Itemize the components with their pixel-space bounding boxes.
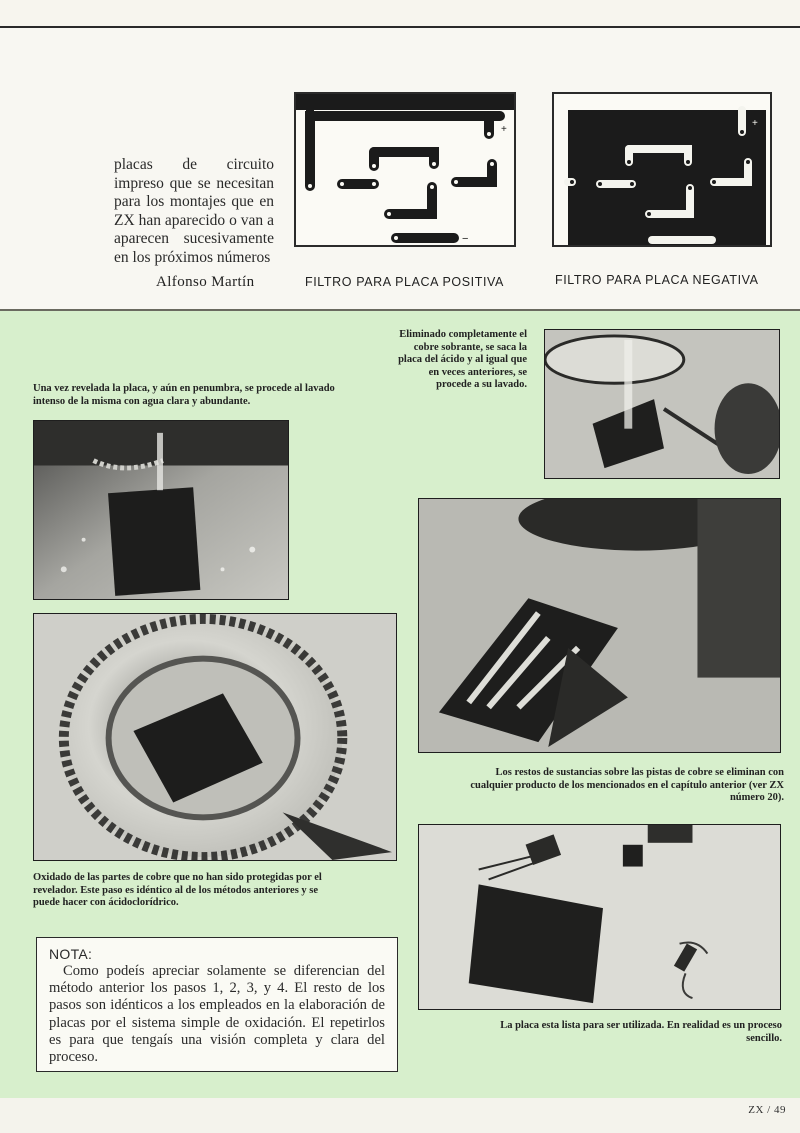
nota-title: NOTA: — [49, 946, 93, 962]
author-signature: Alfonso Martín — [156, 274, 255, 290]
acid-removed-caption: Eliminado completamente el cobre sobrante, se saca la placa del ácido y al igual que en veces anteriores, se procede a su lavado. — [398, 329, 527, 390]
residues-photo — [418, 498, 781, 753]
plus-label: + — [501, 124, 507, 135]
nota-box — [36, 937, 398, 1072]
bottom-strip — [0, 1098, 800, 1133]
minus-label: − — [462, 233, 469, 245]
wash-caption: Una vez revelada la placa, y aún en penumbra, se procede al lavado intenso de la misma con agua clara y abundante. — [33, 383, 335, 407]
wash-photo — [33, 420, 289, 600]
negative-filter-caption: FILTRO PARA PLACA NEGATIVA — [555, 273, 759, 287]
page-folio: ZX / 49 — [748, 1104, 786, 1116]
nota-body: Como podeís apreciar solamente se diferencian del método anterior los pasos 1, 2, 3, y 4. El resto de los pasos son idénticos a los empleados en la elaboración de placas por el sistema simple de oxidación. El repetirlos es para que tengaís una visión completa y clara del proceso. — [49, 963, 385, 1066]
oxidation-caption: Oxidado de las partes de cobre que no han sido protegidas por el revelador. Este paso es idéntico al de los métodos anteriores y se puede hacer con ácidoclorídrico. — [33, 872, 322, 908]
positive-filter-caption: FILTRO PARA PLACA POSITIVA — [305, 275, 504, 289]
ready-board-photo — [418, 824, 781, 1010]
positive-filter-diagram — [294, 92, 516, 247]
plus-label-negative: + — [752, 118, 758, 129]
negative-filter-diagram — [552, 92, 772, 247]
residues-caption: Los restos de sustancias sobre las pistas de cobre se eliminan con cualquier producto de los mencionados en el capítulo anterior (ver ZX número 20). — [470, 767, 784, 803]
oxidation-photo — [33, 613, 397, 861]
acid-removed-photo — [544, 329, 780, 479]
intro-paragraph: placas de circuito impreso que se necesitan para los montajes que en ZX han aparecido o van a aparecen sucesivamente en los próximos números — [114, 156, 274, 266]
ready-board-caption: La placa esta lista para ser utilizada. En realidad es un proceso sencillo. — [500, 1020, 782, 1044]
